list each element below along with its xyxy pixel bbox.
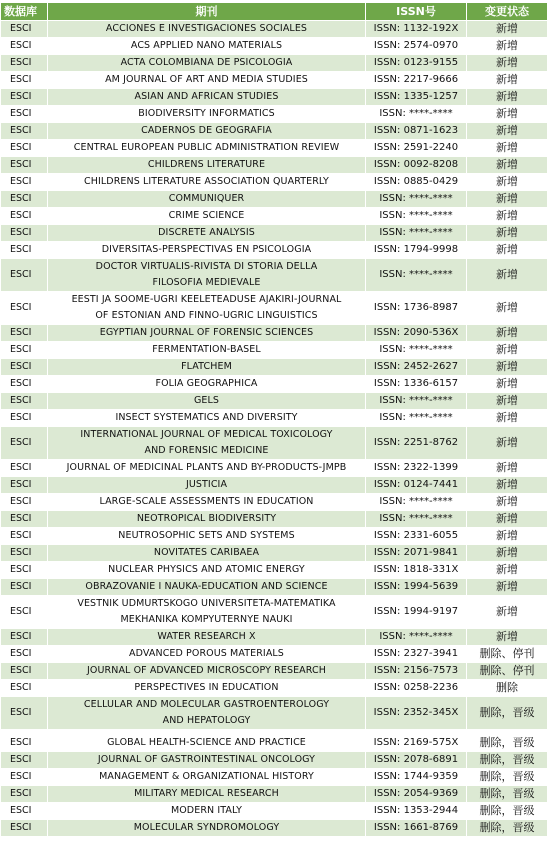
cell-issn: ISSN: 2327-3941 <box>366 646 467 663</box>
cell-journal <box>48 680 366 697</box>
cell-database: ESCI <box>1 89 48 106</box>
table-row <box>1 225 548 242</box>
cell-issn: ISSN: 1336-6157 <box>366 376 467 393</box>
cell-status: 删除、停刊 <box>467 663 548 680</box>
cell-database: ESCI <box>1 242 48 259</box>
table-row <box>1 697 548 730</box>
cell-journal <box>48 528 366 545</box>
table-header-row <box>1 3 548 21</box>
journal-change-table-container <box>0 2 547 837</box>
cell-journal <box>48 55 366 72</box>
table-row <box>1 191 548 208</box>
table-row <box>1 292 548 325</box>
cell-journal <box>48 629 366 646</box>
cell-database: ESCI <box>1 697 48 730</box>
cell-status: 新增 <box>467 494 548 511</box>
table-row <box>1 72 548 89</box>
cell-status: 新增 <box>467 393 548 410</box>
cell-status: 新增 <box>467 460 548 477</box>
cell-issn: ISSN: 2169-575X <box>366 735 467 752</box>
cell-journal <box>48 460 366 477</box>
cell-journal <box>48 477 366 494</box>
journal-title-line: AM JOURNAL OF ART AND MEDIA STUDIES <box>105 74 308 86</box>
table-row <box>1 325 548 342</box>
cell-database: ESCI <box>1 38 48 55</box>
table-row <box>1 528 548 545</box>
cell-issn: ISSN: ****-**** <box>366 494 467 511</box>
cell-issn: ISSN: 2090-536X <box>366 325 467 342</box>
cell-database: ESCI <box>1 477 48 494</box>
cell-status: 新增 <box>467 359 548 376</box>
table-row <box>1 752 548 769</box>
cell-status: 新增 <box>467 157 548 174</box>
journal-title-line: ASIAN AND AFRICAN STUDIES <box>134 91 279 103</box>
cell-issn: ISSN: 2251-8762 <box>366 427 467 460</box>
table-row <box>1 123 548 140</box>
cell-issn: ISSN: 0124-7441 <box>366 477 467 494</box>
journal-title-line: AND HEPATOLOGY <box>162 715 251 726</box>
cell-status: 新增 <box>467 38 548 55</box>
cell-database: ESCI <box>1 140 48 157</box>
cell-status: 新增 <box>467 562 548 579</box>
cell-journal <box>48 820 366 837</box>
table-row <box>1 786 548 803</box>
cell-status: 新增 <box>467 208 548 225</box>
cell-journal <box>48 803 366 820</box>
cell-issn: ISSN: ****-**** <box>366 208 467 225</box>
cell-issn: ISSN: 1744-9359 <box>366 769 467 786</box>
cell-journal <box>48 72 366 89</box>
journal-title-line: EESTI JA SOOME-UGRI KEELETEADUSE AJAKIRI-JOURNAL <box>71 294 342 305</box>
journal-title-line: MILITARY MEDICAL RESEARCH <box>134 788 279 800</box>
cell-database: ESCI <box>1 157 48 174</box>
cell-journal <box>48 259 366 292</box>
journal-title-line: GELS <box>193 395 220 407</box>
table-row <box>1 38 548 55</box>
cell-status: 新增 <box>467 259 548 292</box>
cell-status: 新增 <box>467 174 548 191</box>
cell-issn: ISSN: ****-**** <box>366 342 467 359</box>
cell-database: ESCI <box>1 191 48 208</box>
cell-database: ESCI <box>1 528 48 545</box>
cell-status: 新增 <box>467 55 548 72</box>
cell-status: 删除，晋级 <box>467 803 548 820</box>
cell-database: ESCI <box>1 663 48 680</box>
cell-status: 删除，晋级 <box>467 769 548 786</box>
cell-issn: ISSN: ****-**** <box>366 393 467 410</box>
cell-issn: ISSN: 1794-9998 <box>366 242 467 259</box>
table-row <box>1 376 548 393</box>
cell-database: ESCI <box>1 225 48 242</box>
cell-status: 新增 <box>467 72 548 89</box>
table-row <box>1 359 548 376</box>
cell-database: ESCI <box>1 735 48 752</box>
journal-title-line: NEUTROSOPHIC SETS AND SYSTEMS <box>118 530 295 542</box>
cell-issn: ISSN: 1353-2944 <box>366 803 467 820</box>
cell-database: ESCI <box>1 292 48 325</box>
cell-status: 删除，晋级 <box>467 786 548 803</box>
cell-issn: ISSN: ****-**** <box>366 410 467 427</box>
cell-database: ESCI <box>1 208 48 225</box>
cell-status: 删除，晋级 <box>467 752 548 769</box>
cell-issn: ISSN: 0871-1623 <box>366 123 467 140</box>
table-row <box>1 89 548 106</box>
cell-status: 删除，晋级 <box>467 697 548 730</box>
cell-database: ESCI <box>1 596 48 629</box>
journal-title-line: FILOSOFIA MEDIEVALE <box>152 277 261 288</box>
table-row <box>1 820 548 837</box>
journal-title-line: JOURNAL OF MEDICINAL PLANTS AND BY-PRODUCTS-JMPB <box>66 462 347 474</box>
journal-title-line: OF ESTONIAN AND FINNO-UGRIC LINGUISTICS <box>95 310 318 321</box>
journal-title-line: COMMUNIQUER <box>168 193 245 205</box>
cell-journal <box>48 769 366 786</box>
journal-title-line: CHILDRENS LITERATURE <box>147 159 266 171</box>
journal-title-line: VESTNIK UDMURTSKOGO UNIVERSITETA-MATEMATIKA <box>77 598 336 609</box>
table-row <box>1 545 548 562</box>
cell-journal <box>48 21 366 38</box>
cell-journal <box>48 393 366 410</box>
cell-journal <box>48 579 366 596</box>
cell-database: ESCI <box>1 410 48 427</box>
table-row <box>1 140 548 157</box>
cell-status: 新增 <box>467 21 548 38</box>
cell-issn: ISSN: 2452-2627 <box>366 359 467 376</box>
cell-issn: ISSN: ****-**** <box>366 511 467 528</box>
cell-journal <box>48 191 366 208</box>
cell-status: 新增 <box>467 511 548 528</box>
cell-status: 新增 <box>467 477 548 494</box>
table-row <box>1 735 548 752</box>
cell-journal <box>48 342 366 359</box>
cell-journal <box>48 140 366 157</box>
cell-database: ESCI <box>1 106 48 123</box>
cell-status: 新增 <box>467 89 548 106</box>
cell-database: ESCI <box>1 680 48 697</box>
table-row <box>1 511 548 528</box>
cell-journal <box>48 663 366 680</box>
table-row <box>1 680 548 697</box>
cell-journal <box>48 697 366 730</box>
table-row <box>1 477 548 494</box>
cell-journal <box>48 427 366 460</box>
journal-change-table <box>0 2 548 837</box>
table-row <box>1 242 548 259</box>
cell-issn: ISSN: 1661-8769 <box>366 820 467 837</box>
table-row <box>1 21 548 38</box>
cell-journal <box>48 646 366 663</box>
cell-database: ESCI <box>1 259 48 292</box>
cell-journal <box>48 292 366 325</box>
cell-database: ESCI <box>1 325 48 342</box>
cell-database: ESCI <box>1 21 48 38</box>
cell-journal <box>48 596 366 629</box>
journal-title-line: NUCLEAR PHYSICS AND ATOMIC ENERGY <box>108 564 305 576</box>
cell-issn: ISSN: 1818-331X <box>366 562 467 579</box>
cell-issn: ISSN: 0885-0429 <box>366 174 467 191</box>
cell-database: ESCI <box>1 359 48 376</box>
table-row <box>1 208 548 225</box>
table-row <box>1 259 548 292</box>
cell-status: 删除、停刊 <box>467 646 548 663</box>
column-header-status: 变更状态 <box>467 3 548 21</box>
journal-title-line: FERMENTATION-BASEL <box>152 344 261 356</box>
table-row <box>1 410 548 427</box>
cell-database: ESCI <box>1 579 48 596</box>
cell-issn: ISSN: 2322-1399 <box>366 460 467 477</box>
cell-journal <box>48 225 366 242</box>
cell-issn: ISSN: ****-**** <box>366 106 467 123</box>
cell-status: 新增 <box>467 629 548 646</box>
journal-title-line: DIVERSITAS-PERSPECTIVAS EN PSICOLOGIA <box>101 244 312 256</box>
cell-issn: ISSN: 2591-2240 <box>366 140 467 157</box>
journal-title-line: MODERN ITALY <box>170 805 243 817</box>
cell-database: ESCI <box>1 55 48 72</box>
cell-database: ESCI <box>1 786 48 803</box>
cell-issn: ISSN: 2217-9666 <box>366 72 467 89</box>
table-row <box>1 769 548 786</box>
journal-title-line: INSECT SYSTEMATICS AND DIVERSITY <box>115 412 298 424</box>
cell-journal <box>48 735 366 752</box>
column-header-issn: ISSN号 <box>366 3 467 21</box>
journal-title-line: MOLECULAR SYNDROMOLOGY <box>133 822 280 834</box>
cell-journal <box>48 410 366 427</box>
journal-title-line: LARGE-SCALE ASSESSMENTS IN EDUCATION <box>99 496 314 508</box>
cell-journal <box>48 208 366 225</box>
table-row <box>1 646 548 663</box>
cell-journal <box>48 325 366 342</box>
cell-status: 新增 <box>467 376 548 393</box>
journal-title-line: ACCIONES E INVESTIGACIONES SOCIALES <box>105 23 308 35</box>
cell-database: ESCI <box>1 545 48 562</box>
journal-title-line: INTERNATIONAL JOURNAL OF MEDICAL TOXICOLOGY <box>80 429 333 440</box>
cell-journal <box>48 376 366 393</box>
cell-issn: ISSN: 1994-9197 <box>366 596 467 629</box>
journal-title-line: FOLIA GEOGRAPHICA <box>155 378 258 390</box>
cell-journal <box>48 38 366 55</box>
journal-title-line: CELLULAR AND MOLECULAR GASTROENTEROLOGY <box>83 699 330 710</box>
table-row <box>1 157 548 174</box>
journal-title-line: JOURNAL OF GASTROINTESTINAL ONCOLOGY <box>97 754 316 766</box>
cell-database: ESCI <box>1 460 48 477</box>
cell-issn: ISSN: 0258-2236 <box>366 680 467 697</box>
cell-issn: ISSN: ****-**** <box>366 191 467 208</box>
journal-title-line: MEKHANIKA KOMPYUTERNYE NAUKI <box>120 614 293 625</box>
journal-title-line: ACS APPLIED NANO MATERIALS <box>130 40 283 52</box>
cell-status: 新增 <box>467 242 548 259</box>
journal-title-line: CRIME SCIENCE <box>168 210 245 222</box>
cell-issn: ISSN: ****-**** <box>366 259 467 292</box>
cell-issn: ISSN: 2078-6891 <box>366 752 467 769</box>
table-row <box>1 596 548 629</box>
cell-issn: ISSN: 2054-9369 <box>366 786 467 803</box>
column-header-journal: 期刊 <box>48 3 366 21</box>
cell-journal <box>48 359 366 376</box>
cell-issn: ISSN: 2574-0970 <box>366 38 467 55</box>
cell-status: 新增 <box>467 140 548 157</box>
cell-issn: ISSN: 2071-9841 <box>366 545 467 562</box>
cell-status: 新增 <box>467 123 548 140</box>
cell-journal <box>48 494 366 511</box>
cell-status: 新增 <box>467 579 548 596</box>
table-row <box>1 55 548 72</box>
table-row <box>1 106 548 123</box>
journal-title-line: CENTRAL EUROPEAN PUBLIC ADMINISTRATION REVIEW <box>73 142 340 154</box>
cell-issn: ISSN: 1335-1257 <box>366 89 467 106</box>
cell-issn: ISSN: 1132-192X <box>366 21 467 38</box>
journal-title-line: DOCTOR VIRTUALIS-RIVISTA DI STORIA DELLA <box>95 261 318 272</box>
cell-status: 新增 <box>467 225 548 242</box>
table-row <box>1 393 548 410</box>
cell-status: 新增 <box>467 545 548 562</box>
journal-title-line: MANAGEMENT & ORGANIZATIONAL HISTORY <box>99 771 314 783</box>
cell-database: ESCI <box>1 427 48 460</box>
journal-title-line: CHILDRENS LITERATURE ASSOCIATION QUARTERLY <box>84 176 329 188</box>
cell-status: 新增 <box>467 596 548 629</box>
cell-status: 删除 <box>467 680 548 697</box>
cell-journal <box>48 562 366 579</box>
cell-issn: ISSN: 0123-9155 <box>366 55 467 72</box>
cell-database: ESCI <box>1 342 48 359</box>
table-body <box>1 21 548 837</box>
column-header-database: 数据库 <box>1 3 48 21</box>
journal-title-line: OBRAZOVANIE I NAUKA-EDUCATION AND SCIENCE <box>85 581 328 593</box>
table-row <box>1 579 548 596</box>
cell-status: 新增 <box>467 342 548 359</box>
cell-database: ESCI <box>1 393 48 410</box>
cell-journal <box>48 106 366 123</box>
cell-journal <box>48 786 366 803</box>
journal-title-line: AND FORENSIC MEDICINE <box>144 445 269 456</box>
journal-title-line: FLATCHEM <box>181 361 232 373</box>
journal-title-line: EGYPTIAN JOURNAL OF FORENSIC SCIENCES <box>99 327 314 339</box>
cell-status: 新增 <box>467 410 548 427</box>
cell-issn: ISSN: 1994-5639 <box>366 579 467 596</box>
journal-title-line: DISCRETE ANALYSIS <box>158 227 255 239</box>
journal-title-line: NEOTROPICAL BIODIVERSITY <box>136 513 277 525</box>
table-row <box>1 427 548 460</box>
cell-issn: ISSN: 1736-8987 <box>366 292 467 325</box>
journal-title-line: GLOBAL HEALTH-SCIENCE AND PRACTICE <box>107 737 306 749</box>
cell-status: 新增 <box>467 292 548 325</box>
cell-database: ESCI <box>1 769 48 786</box>
cell-issn: ISSN: ****-**** <box>366 629 467 646</box>
cell-database: ESCI <box>1 646 48 663</box>
cell-issn: ISSN: 2331-6055 <box>366 528 467 545</box>
journal-title-line: CADERNOS DE GEOGRAFIA <box>141 125 272 137</box>
table-row <box>1 342 548 359</box>
cell-database: ESCI <box>1 820 48 837</box>
cell-status: 新增 <box>467 528 548 545</box>
table-row <box>1 629 548 646</box>
cell-database: ESCI <box>1 376 48 393</box>
table-row <box>1 803 548 820</box>
cell-database: ESCI <box>1 752 48 769</box>
cell-database: ESCI <box>1 174 48 191</box>
cell-database: ESCI <box>1 72 48 89</box>
journal-title-line: NOVITATES CARIBAEA <box>153 547 260 559</box>
cell-status: 删除，晋级 <box>467 820 548 837</box>
cell-journal <box>48 157 366 174</box>
cell-database: ESCI <box>1 494 48 511</box>
cell-database: ESCI <box>1 562 48 579</box>
cell-status: 新增 <box>467 427 548 460</box>
table-row <box>1 460 548 477</box>
journal-title-line: PERSPECTIVES IN EDUCATION <box>134 682 279 694</box>
cell-journal <box>48 242 366 259</box>
cell-journal <box>48 174 366 191</box>
journal-title-line: ACTA COLOMBIANA DE PSICOLOGIA <box>120 57 293 69</box>
journal-title-line: BIODIVERSITY INFORMATICS <box>138 108 275 120</box>
table-row <box>1 494 548 511</box>
cell-journal <box>48 89 366 106</box>
cell-issn: ISSN: ****-**** <box>366 225 467 242</box>
cell-journal <box>48 123 366 140</box>
table-row <box>1 663 548 680</box>
cell-status: 删除，晋级 <box>467 735 548 752</box>
cell-database: ESCI <box>1 511 48 528</box>
cell-database: ESCI <box>1 123 48 140</box>
journal-title-line: JOURNAL OF ADVANCED MICROSCOPY RESEARCH <box>87 665 326 677</box>
journal-title-line: WATER RESEARCH X <box>157 631 256 643</box>
table-row <box>1 174 548 191</box>
cell-issn: ISSN: 0092-8208 <box>366 157 467 174</box>
cell-status: 新增 <box>467 106 548 123</box>
cell-database: ESCI <box>1 803 48 820</box>
cell-status: 新增 <box>467 191 548 208</box>
cell-database: ESCI <box>1 629 48 646</box>
table-row <box>1 562 548 579</box>
journal-title-line: ADVANCED POROUS MATERIALS <box>129 648 284 660</box>
cell-journal <box>48 511 366 528</box>
cell-journal <box>48 752 366 769</box>
cell-issn: ISSN: 2352-345X <box>366 697 467 730</box>
cell-status: 新增 <box>467 325 548 342</box>
journal-title-line: JUSTICIA <box>185 479 228 491</box>
cell-journal <box>48 545 366 562</box>
cell-issn: ISSN: 2156-7573 <box>366 663 467 680</box>
